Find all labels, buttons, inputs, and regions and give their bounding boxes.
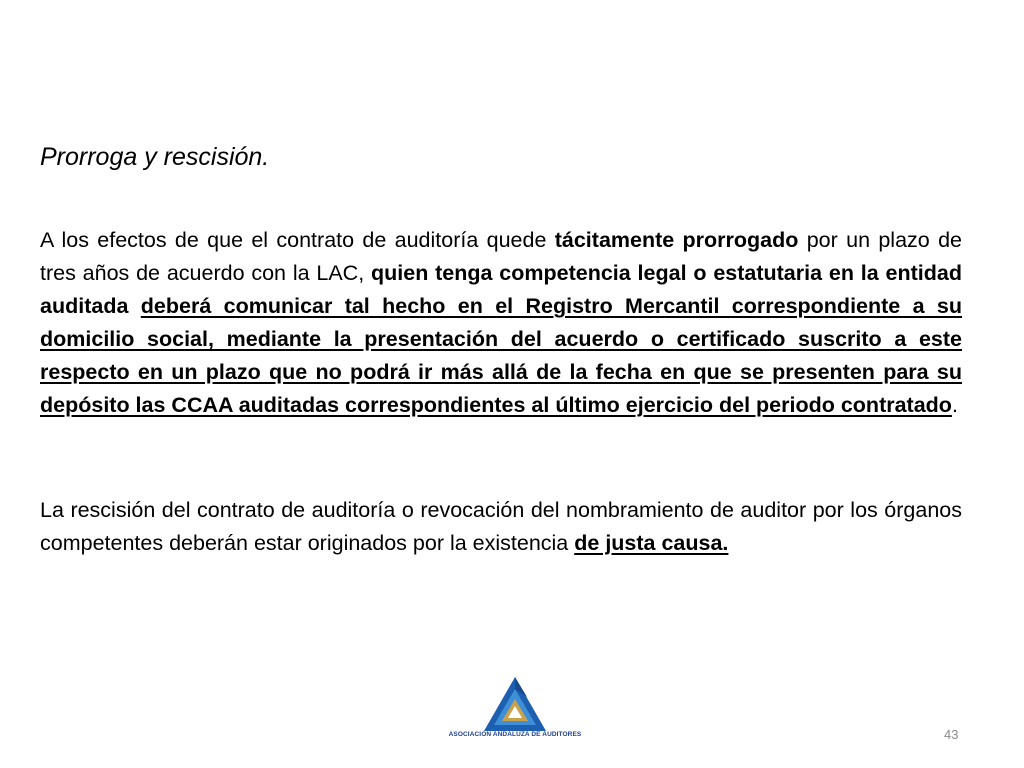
page-number: 43 bbox=[944, 727, 959, 742]
bold-text: quien tenga competencia legal o estatutaria en la entidad auditada bbox=[40, 261, 962, 318]
text-segment: La rescisión del contrato de auditoría o revocación del nombramiento de auditor por los órganos competentes deberán estar originados por la existencia bbox=[40, 498, 962, 555]
text-segment bbox=[128, 294, 140, 318]
slide-title: Prorroga y rescisión. bbox=[40, 143, 270, 171]
paragraph-prorroga bbox=[40, 224, 962, 422]
logo-text: ASOCIACION ANDALUZA DE AUDITORES bbox=[448, 731, 582, 738]
association-logo bbox=[430, 675, 600, 741]
text-segment: por un plazo de tres años de acuerdo con la LAC, bbox=[40, 228, 962, 285]
bold-underlined-text: de justa causa. bbox=[574, 531, 729, 555]
text-segment: . bbox=[951, 393, 958, 417]
text-segment: A los efectos de que el contrato de auditoría quede bbox=[40, 228, 555, 252]
triangle-logo-icon bbox=[482, 675, 548, 733]
paragraph-rescision bbox=[40, 494, 962, 560]
bold-underlined-text: deberá comunicar tal hecho en el Registro Mercantil correspondiente a su domicilio social, mediante la presentación del acuerdo o certificado suscrito a este respecto en un plazo que no podrá ir más allá de la fecha en que se presenten para su depósito las CCAA auditadas correspondientes al último ejercicio del periodo contratado bbox=[40, 294, 962, 417]
bold-text: tácitamente prorrogado bbox=[554, 228, 799, 252]
